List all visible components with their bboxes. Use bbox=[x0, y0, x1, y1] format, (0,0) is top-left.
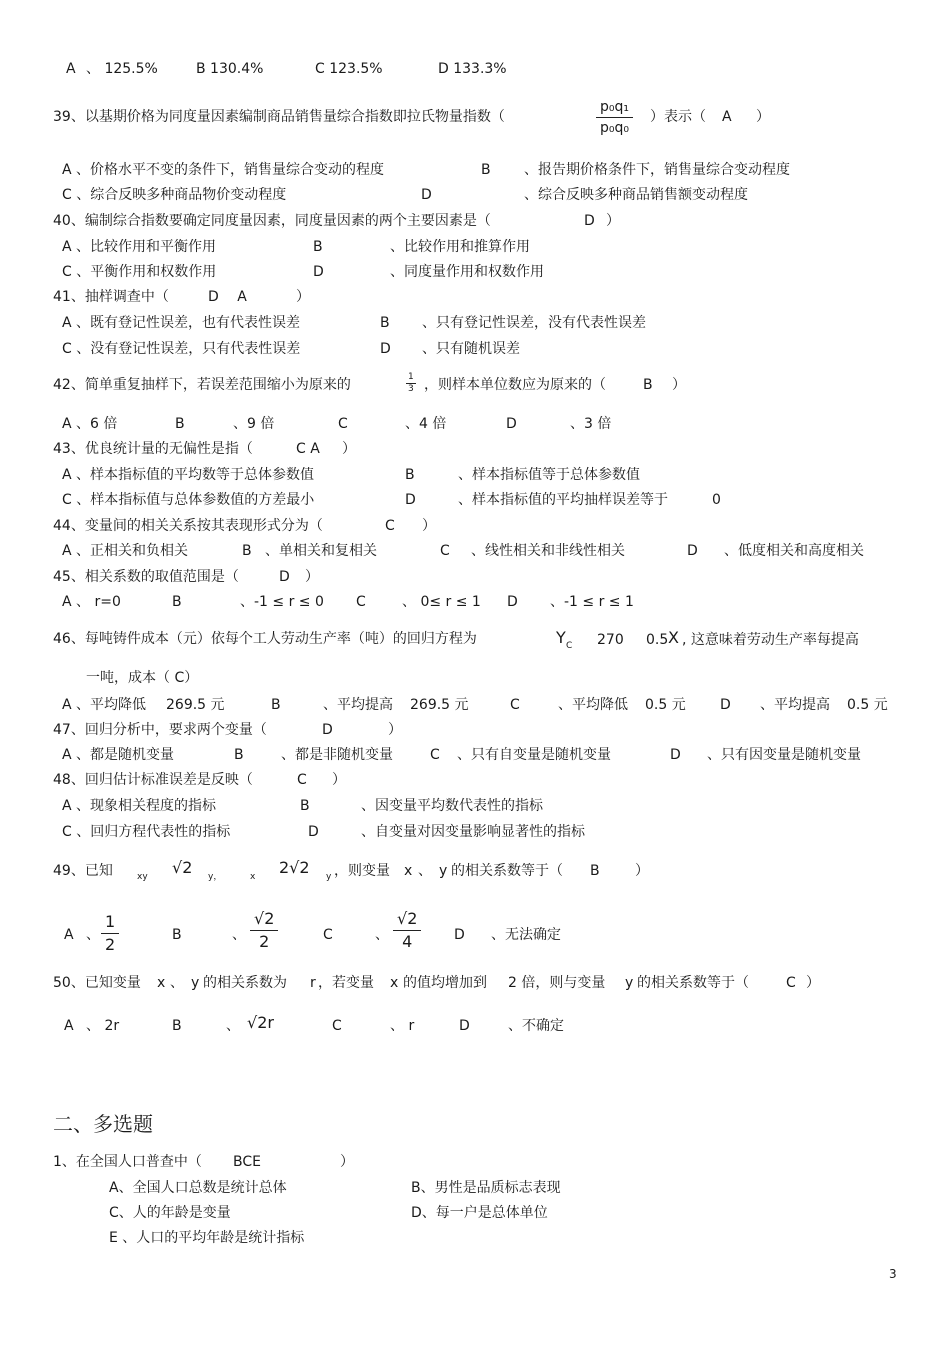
q44-option-b: B bbox=[242, 543, 252, 559]
q46-option-d: D bbox=[720, 697, 731, 713]
q46-eq-sub: C bbox=[566, 641, 573, 651]
q40-option-c: C 、平衡作用和权数作用 bbox=[62, 264, 217, 280]
q40-option-d-text: 、同度量作用和权数作用 bbox=[390, 264, 544, 280]
q43-answer: C A bbox=[296, 441, 320, 457]
q50-text3: 的值均增加到 bbox=[403, 975, 487, 991]
q44-option-c-text: 、线性相关和非线性相关 bbox=[471, 543, 625, 559]
q41-option-b: B bbox=[380, 315, 390, 331]
m1-answer: BCE bbox=[233, 1154, 261, 1170]
q44-option-c: C bbox=[440, 543, 450, 559]
q48-answer: C bbox=[297, 772, 307, 788]
m1-option-d: D、每一户是总体单位 bbox=[411, 1205, 548, 1221]
q39-option-d: D bbox=[421, 187, 432, 203]
m1-option-e: E 、人口的平均年龄是统计指标 bbox=[109, 1230, 305, 1246]
q49-option-a-num: 1 bbox=[101, 914, 119, 934]
q41-option-c: C 、没有登记性误差，只有代表性误差 bbox=[62, 341, 301, 357]
q44-option-b-text: 、单相关和复相关 bbox=[265, 543, 377, 559]
q43-option-b: B bbox=[405, 467, 415, 483]
q49-option-c: C bbox=[323, 927, 333, 943]
q49-sigma-y2-sub: y bbox=[326, 872, 332, 882]
q50-text1: 的相关系数为 bbox=[203, 975, 287, 991]
q49-option-c-den: 4 bbox=[402, 932, 413, 951]
q43-close: ） bbox=[342, 441, 356, 457]
q46-tail: , 这意味着劳动生产率每提高 bbox=[682, 632, 859, 648]
q47-option-d: D bbox=[670, 747, 681, 763]
q50-option-b-sep: 、 bbox=[226, 1018, 240, 1034]
q45-option-d-text: 、-1 ≤ r ≤ 1 bbox=[550, 594, 634, 610]
q47-answer: D bbox=[322, 722, 333, 738]
q49-var-y: y bbox=[439, 863, 448, 879]
q49-option-a-sep: 、 bbox=[86, 927, 100, 943]
q44-option-d-text: 、低度相关和高度相关 bbox=[724, 543, 864, 559]
q43-option-b-text: 、样本指标值等于总体参数值 bbox=[458, 467, 640, 483]
q50-option-b-value: √2r bbox=[247, 1013, 274, 1032]
q42-option-d-text: 、3 倍 bbox=[570, 416, 612, 432]
q41-answer: D A bbox=[208, 289, 247, 305]
q50-option-d: D bbox=[459, 1018, 470, 1034]
section-title: 二、多选题 bbox=[53, 1112, 153, 1136]
q50-text2: ，若变量 bbox=[318, 975, 374, 991]
q40-option-d: D bbox=[313, 264, 324, 280]
q39-option-b: B bbox=[481, 162, 491, 178]
q49-option-c-sep: 、 bbox=[375, 927, 389, 943]
q45-option-b-text: 、-1 ≤ r ≤ 0 bbox=[240, 594, 324, 610]
q47-stem: 47、回归分析中，要求两个变量（ bbox=[53, 722, 267, 738]
q46-option-b: B bbox=[271, 697, 281, 713]
q43-option-a: A 、样本指标值的平均数等于总体参数值 bbox=[62, 467, 315, 483]
q45-close: ） bbox=[305, 569, 319, 585]
q39-frac-denominator: p₀q₀ bbox=[600, 120, 629, 136]
q41-close: ） bbox=[296, 289, 310, 305]
q49-tail: ，则变量 bbox=[334, 863, 390, 879]
m1-option-c: C、人的年龄是变量 bbox=[109, 1205, 231, 1221]
q39-fraction bbox=[596, 100, 633, 135]
q47-option-c-text: 、只有自变量是随机变量 bbox=[457, 747, 611, 763]
q49-option-c-num: √2 bbox=[393, 911, 421, 931]
q42-close: ） bbox=[672, 377, 686, 393]
m1-stem: 1、在全国人口普查中（ bbox=[53, 1154, 202, 1170]
q39-option-c: C 、综合反映多种商品物价变动程度 bbox=[62, 187, 287, 203]
q39-stem: 39、以基期价格为同度量因素编制商品销售量综合指数即拉氏物量指数（ bbox=[53, 109, 505, 125]
q49-option-a: A bbox=[64, 927, 74, 943]
q50-r: r bbox=[310, 975, 316, 991]
q47-option-a: A 、都是随机变量 bbox=[62, 747, 175, 763]
q50-var-x: x bbox=[157, 975, 166, 991]
q48-close: ） bbox=[332, 772, 346, 788]
q46-option-d-value: 0.5 元 bbox=[847, 697, 888, 713]
q42-stem: 42、简单重复抽样下，若误差范围缩小为原来的 bbox=[53, 377, 351, 393]
q47-option-b: B bbox=[234, 747, 244, 763]
q49-var-x: x bbox=[404, 863, 413, 879]
q50-sep: 、 bbox=[170, 975, 184, 991]
q49-stem: 49、已知 bbox=[53, 863, 113, 879]
q49-sigma-x-sub: x bbox=[250, 872, 256, 882]
q46-eq-intercept: 270 bbox=[597, 632, 624, 648]
q39-option-a: A 、价格水平不变的条件下，销售量综合变动的程度 bbox=[62, 162, 385, 178]
q49-option-b-sep: 、 bbox=[232, 927, 246, 943]
q49-tail2: 的相关系数等于（ bbox=[451, 863, 563, 879]
q40-option-b: B bbox=[313, 239, 323, 255]
q38-option-b: B 130.4% bbox=[196, 61, 264, 77]
q49-option-d-text: 、无法确定 bbox=[491, 927, 561, 943]
q42-answer: B bbox=[643, 377, 653, 393]
q49-close: ） bbox=[635, 863, 649, 879]
q42-option-d: D bbox=[506, 416, 517, 432]
q46-eq-slope: 0.5 bbox=[646, 632, 669, 648]
q49-option-b-num: √2 bbox=[250, 911, 278, 931]
q42-option-c-text: 、4 倍 bbox=[405, 416, 447, 432]
q49-two-root2: 2√2 bbox=[279, 858, 310, 877]
q44-stem: 44、变量间的相关关系按其表现形式分为（ bbox=[53, 518, 323, 534]
q39-frac-numerator: p₀q₁ bbox=[596, 100, 633, 118]
q49-option-b-fraction bbox=[250, 911, 278, 950]
q39-tail: ）表示（ bbox=[650, 109, 706, 125]
q44-option-d: D bbox=[687, 543, 698, 559]
q44-option-a: A 、正相关和负相关 bbox=[62, 543, 189, 559]
q45-option-a: A 、 r=0 bbox=[62, 594, 121, 610]
q39-close: ） bbox=[756, 109, 770, 125]
q46-stem: 46、每吨铸件成本（元）依每个工人劳动生产率（吨）的回归方程为 bbox=[53, 631, 477, 647]
q48-option-a: A 、现象相关程度的指标 bbox=[62, 798, 217, 814]
q49-option-d: D bbox=[454, 927, 465, 943]
q38-option-c: C 123.5% bbox=[315, 61, 383, 77]
q43-stem: 43、优良统计量的无偏性是指（ bbox=[53, 441, 253, 457]
q45-stem: 45、相关系数的取值范围是（ bbox=[53, 569, 239, 585]
q50-close: ） bbox=[806, 975, 820, 991]
q49-answer: B bbox=[590, 863, 600, 879]
q50-option-c: C bbox=[332, 1018, 342, 1034]
q38-option-a-value: 、 125.5% bbox=[86, 61, 158, 77]
q42-tail: ，则样本单位数应为原来的（ bbox=[424, 377, 606, 393]
q42-frac-numerator: 1 bbox=[408, 372, 414, 382]
q43-option-d-zero: 0 bbox=[712, 492, 721, 508]
q50-option-d-text: 、不确定 bbox=[508, 1018, 564, 1034]
q45-option-c-text: 、 0≤ r ≤ 1 bbox=[402, 594, 481, 610]
q50-option-c-text: 、 r bbox=[390, 1018, 415, 1034]
q50-var-y2: y bbox=[625, 975, 634, 991]
m1-option-b: B、男性是品质标志表现 bbox=[411, 1180, 561, 1196]
q47-option-c: C bbox=[430, 747, 440, 763]
q46-option-c-text: 、平均降低 bbox=[558, 697, 628, 713]
q48-option-d-text: 、自变量对因变量影响显著性的指标 bbox=[361, 824, 585, 840]
q39-option-d-text: 、综合反映多种商品销售额变动程度 bbox=[524, 187, 748, 203]
q49-option-c-fraction bbox=[393, 911, 421, 950]
q42-option-b: B bbox=[175, 416, 185, 432]
q43-option-d: D bbox=[405, 492, 416, 508]
q47-close: ） bbox=[388, 722, 402, 738]
q41-option-d: D bbox=[380, 341, 391, 357]
q41-option-a: A 、既有登记性误差，也有代表性误差 bbox=[62, 315, 301, 331]
q47-option-b-text: 、都是非随机变量 bbox=[281, 747, 393, 763]
q50-text4: 的相关系数等于（ bbox=[637, 975, 749, 991]
q46-eq-y: Y bbox=[556, 628, 566, 647]
q42-frac-denominator: 3 bbox=[408, 384, 414, 394]
page-number: 3 bbox=[889, 1267, 897, 1281]
q50-option-a: A bbox=[64, 1018, 74, 1034]
q50-two: 2 倍，则与变量 bbox=[508, 975, 606, 991]
q42-option-b-text: 、9 倍 bbox=[233, 416, 275, 432]
q49-sigma-xy-sub: xy bbox=[137, 872, 148, 882]
q46-line2: 一吨，成本（ C） bbox=[86, 670, 199, 686]
q40-answer: D bbox=[584, 213, 595, 229]
q46-option-b-value: 269.5 元 bbox=[410, 697, 469, 713]
q40-option-a: A 、比较作用和平衡作用 bbox=[62, 239, 217, 255]
q48-option-b-text: 、因变量平均数代表性的指标 bbox=[361, 798, 543, 814]
q40-stem: 40、编制综合指数要确定同度量因素，同度量因素的两个主要因素是（ bbox=[53, 213, 491, 229]
q50-option-b: B bbox=[172, 1018, 182, 1034]
q47-option-d-text: 、只有因变量是随机变量 bbox=[707, 747, 861, 763]
q43-option-c: C 、样本指标值与总体参数值的方差最小 bbox=[62, 492, 315, 508]
m1-close: ） bbox=[340, 1154, 354, 1170]
q48-option-d: D bbox=[308, 824, 319, 840]
q48-option-b: B bbox=[300, 798, 310, 814]
q46-option-d-text: 、平均提高 bbox=[760, 697, 830, 713]
q50-option-a-text: 、 2r bbox=[86, 1018, 120, 1034]
q50-var-y: y bbox=[191, 975, 200, 991]
q50-answer: C bbox=[786, 975, 796, 991]
q49-sep: 、 bbox=[418, 863, 432, 879]
q43-option-d-text: 、样本指标值的平均抽样误差等于 bbox=[458, 492, 668, 508]
q46-option-c: C bbox=[510, 697, 520, 713]
q50-stem: 50、已知变量 bbox=[53, 975, 141, 991]
q46-option-a-value: 269.5 元 bbox=[166, 697, 225, 713]
q48-option-c: C 、回归方程代表性的指标 bbox=[62, 824, 231, 840]
q41-stem: 41、抽样调查中（ bbox=[53, 289, 169, 305]
q49-sigma-y-sub: y， bbox=[208, 872, 223, 882]
q40-option-b-text: 、比较作用和推算作用 bbox=[390, 239, 530, 255]
q49-root2: √2 bbox=[172, 858, 193, 877]
q45-option-b: B bbox=[172, 594, 182, 610]
q39-option-b-text: 、报告期价格条件下，销售量综合变动程度 bbox=[524, 162, 790, 178]
q49-option-b-den: 2 bbox=[259, 932, 270, 951]
q38-option-d: D 133.3% bbox=[438, 61, 507, 77]
q41-option-b-text: 、只有登记性误差，没有代表性误差 bbox=[422, 315, 646, 331]
q45-option-d: D bbox=[507, 594, 518, 610]
q48-stem: 48、回归估计标准误差是反映（ bbox=[53, 772, 253, 788]
q42-option-c: C bbox=[338, 416, 348, 432]
q44-answer: C bbox=[385, 518, 395, 534]
q46-eq-x: X bbox=[668, 628, 679, 647]
q49-option-a-fraction bbox=[101, 914, 119, 953]
q46-option-a: A 、平均降低 bbox=[62, 697, 147, 713]
q45-answer: D bbox=[279, 569, 290, 585]
q41-option-d-text: 、只有随机误差 bbox=[422, 341, 520, 357]
q46-option-b-text: 、平均提高 bbox=[323, 697, 393, 713]
q46-option-c-value: 0.5 元 bbox=[645, 697, 686, 713]
q50-var-x2: x bbox=[390, 975, 399, 991]
q38-option-a: A bbox=[66, 61, 76, 77]
q40-close: ） bbox=[606, 213, 620, 229]
q49-option-a-den: 2 bbox=[105, 935, 116, 954]
m1-option-a: A、全国人口总数是统计总体 bbox=[109, 1180, 287, 1196]
q49-option-b: B bbox=[172, 927, 182, 943]
q42-option-a: A 、6 倍 bbox=[62, 416, 118, 432]
q42-fraction bbox=[406, 373, 416, 394]
q39-answer: A bbox=[722, 109, 732, 125]
q44-close: ） bbox=[422, 518, 436, 534]
q45-option-c: C bbox=[356, 594, 366, 610]
